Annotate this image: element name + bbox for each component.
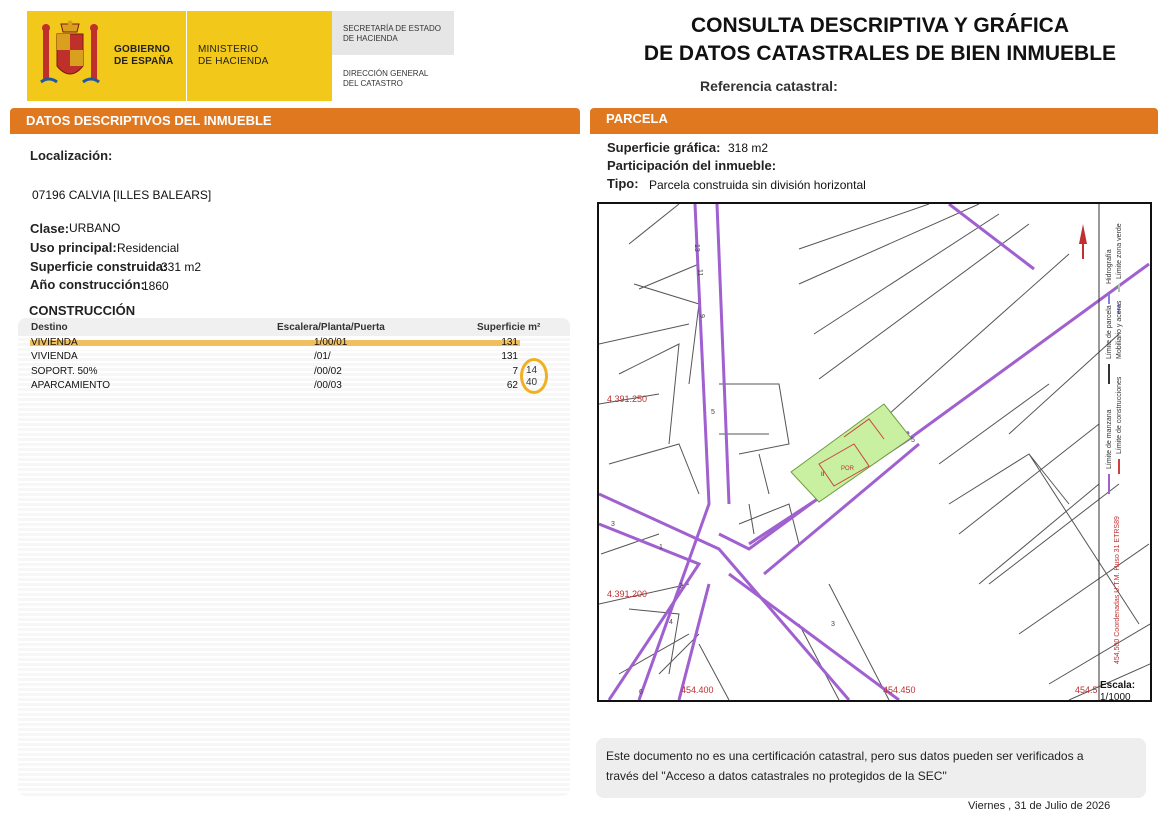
svg-text:11: 11	[696, 269, 703, 277]
svg-text:Límite zona verde: Límite zona verde	[1116, 223, 1123, 279]
parcela-title: PARCELA	[606, 111, 668, 126]
clase-label: Clase:	[30, 221, 70, 236]
svg-text:2: 2	[679, 583, 683, 590]
disclaimer-notice	[596, 738, 1146, 798]
th-escalera: Escalera/Planta/Puerta	[277, 322, 385, 333]
title-line2: DE DATOS CATASTRALES DE BIEN INMUEBLE	[643, 42, 1117, 65]
ministerio-text	[198, 44, 269, 68]
superficie-grafica-label: Superficie gráfica:	[607, 140, 721, 155]
svg-text:Mobiliario y aceras: Mobiliario y aceras	[1116, 300, 1123, 359]
svg-text:9: 9	[698, 314, 705, 318]
row4-sup: 62	[506, 380, 518, 391]
svg-text:6: 6	[639, 689, 643, 696]
svg-text:POR: POR	[841, 466, 855, 472]
escala-value: 1/1000	[1100, 692, 1131, 703]
clase-value: URBANO	[69, 221, 121, 235]
participacion-label: Participación del inmueble:	[607, 158, 777, 173]
row2-sup: 131	[501, 351, 518, 362]
ministerio-line2: DE HACIENDA	[198, 56, 269, 67]
document-title	[600, 12, 1160, 68]
superficie-construida-value: 331 m2	[161, 260, 202, 274]
row1-epp: 1/00/01	[314, 337, 348, 348]
notice-line1: Este documento no es una certificación catastral, pero sus datos pueden ser verificados a	[606, 749, 1084, 763]
circled-value-2: 40	[526, 377, 538, 388]
gobierno-line1: GOBIERNO	[114, 44, 171, 55]
row3-sup: 7	[512, 366, 518, 377]
row3-destino: SOPORT. 50%	[31, 366, 98, 377]
secretaria-line2: DE HACIENDA	[343, 34, 398, 43]
svg-text:13: 13	[693, 244, 700, 252]
row2-epp: /01/	[314, 351, 331, 362]
svg-text:454.400: 454.400	[681, 685, 714, 695]
datos-descriptivos-title: DATOS DESCRIPTIVOS DEL INMUEBLE	[26, 113, 272, 128]
uso-principal-value: Residencial	[117, 241, 180, 255]
map-drawing	[599, 204, 1150, 700]
construccion-title: CONSTRUCCIÓN	[29, 303, 136, 318]
secretaria-text	[343, 24, 441, 44]
secretaria-line1: SECRETARÍA DE ESTADO	[343, 24, 441, 33]
superficie-construida-label: Superficie construida:	[30, 259, 168, 274]
row4-epp: /00/03	[314, 380, 342, 391]
th-destino: Destino	[31, 322, 68, 333]
svg-text:Hidrografía: Hidrografía	[1106, 249, 1113, 284]
logo-divider	[186, 11, 187, 101]
gobierno-text	[114, 44, 173, 68]
th-superficie: Superficie m²	[477, 322, 541, 333]
svg-text:Límite de parcela: Límite de parcela	[1106, 305, 1113, 359]
direccion-line2: DEL CATASTRO	[343, 79, 403, 88]
svg-text:II: II	[821, 472, 825, 478]
referencia-catastral-label: Referencia catastral:	[700, 78, 838, 94]
localizacion-label: Localización:	[30, 148, 113, 163]
parcela-header	[590, 108, 1158, 130]
svg-text:4.391.200: 4.391.200	[607, 589, 648, 599]
svg-text:3: 3	[831, 621, 835, 628]
svg-text:Límite de manzana: Límite de manzana	[1106, 409, 1113, 469]
tipo-value: Parcela construida sin división horizontal	[649, 178, 866, 192]
svg-text:454.5: 454.5	[1075, 685, 1098, 695]
uso-principal-label: Uso principal:	[30, 240, 117, 255]
direccion-text	[343, 69, 428, 89]
svg-text:5: 5	[911, 437, 915, 444]
notice-line2: través del "Acceso a datos catastrales no protegidos de la SEC"	[606, 769, 947, 783]
cadastral-map	[597, 202, 1152, 702]
anio-construccion-label: Año construcción:	[30, 277, 145, 292]
row1-destino: VIVIENDA	[31, 337, 78, 348]
superficie-grafica-value: 318 m2	[728, 141, 769, 155]
row3-epp: /00/02	[314, 366, 342, 377]
coat-of-arms-icon	[37, 20, 103, 92]
tipo-label: Tipo:	[607, 176, 639, 191]
escala-label: Escala:	[1100, 680, 1136, 691]
table-row	[30, 336, 520, 350]
title-line1: CONSULTA DESCRIPTIVA Y GRÁFICA	[690, 14, 1070, 37]
direccion-line1: DIRECCIÓN GENERAL	[343, 69, 429, 78]
parcela-underline	[590, 129, 1158, 134]
svg-text:4: 4	[669, 619, 673, 626]
ministerio-line1: MINISTERIO	[198, 44, 259, 55]
gobierno-line2: DE ESPAÑA	[114, 56, 174, 67]
row2-destino: VIVIENDA	[31, 351, 78, 362]
annotation-circle	[520, 358, 548, 394]
svg-text:454.450: 454.450	[883, 685, 916, 695]
circled-value-1: 14	[526, 365, 538, 376]
datos-descriptivos-header	[10, 108, 580, 132]
document-date: Viernes , 31 de Julio de 2026	[968, 800, 1111, 812]
svg-text:454,500 Coordenadas U.T.M. Hus: 454,500 Coordenadas U.T.M. Huso 31 ETRS89	[1114, 516, 1121, 664]
svg-text:1: 1	[659, 544, 663, 551]
svg-text:5: 5	[711, 409, 715, 416]
svg-text:Límite de construcciones: Límite de construcciones	[1116, 376, 1123, 454]
svg-text:3: 3	[611, 521, 615, 528]
svg-text:4.391.250: 4.391.250	[607, 394, 648, 404]
section-underline	[10, 131, 580, 134]
localizacion-value: 07196 CALVIA [ILLES BALEARS]	[32, 188, 212, 202]
row4-destino: APARCAMIENTO	[31, 380, 111, 391]
anio-construccion-value: 1860	[142, 279, 169, 293]
row1-sup: 131	[501, 337, 518, 348]
